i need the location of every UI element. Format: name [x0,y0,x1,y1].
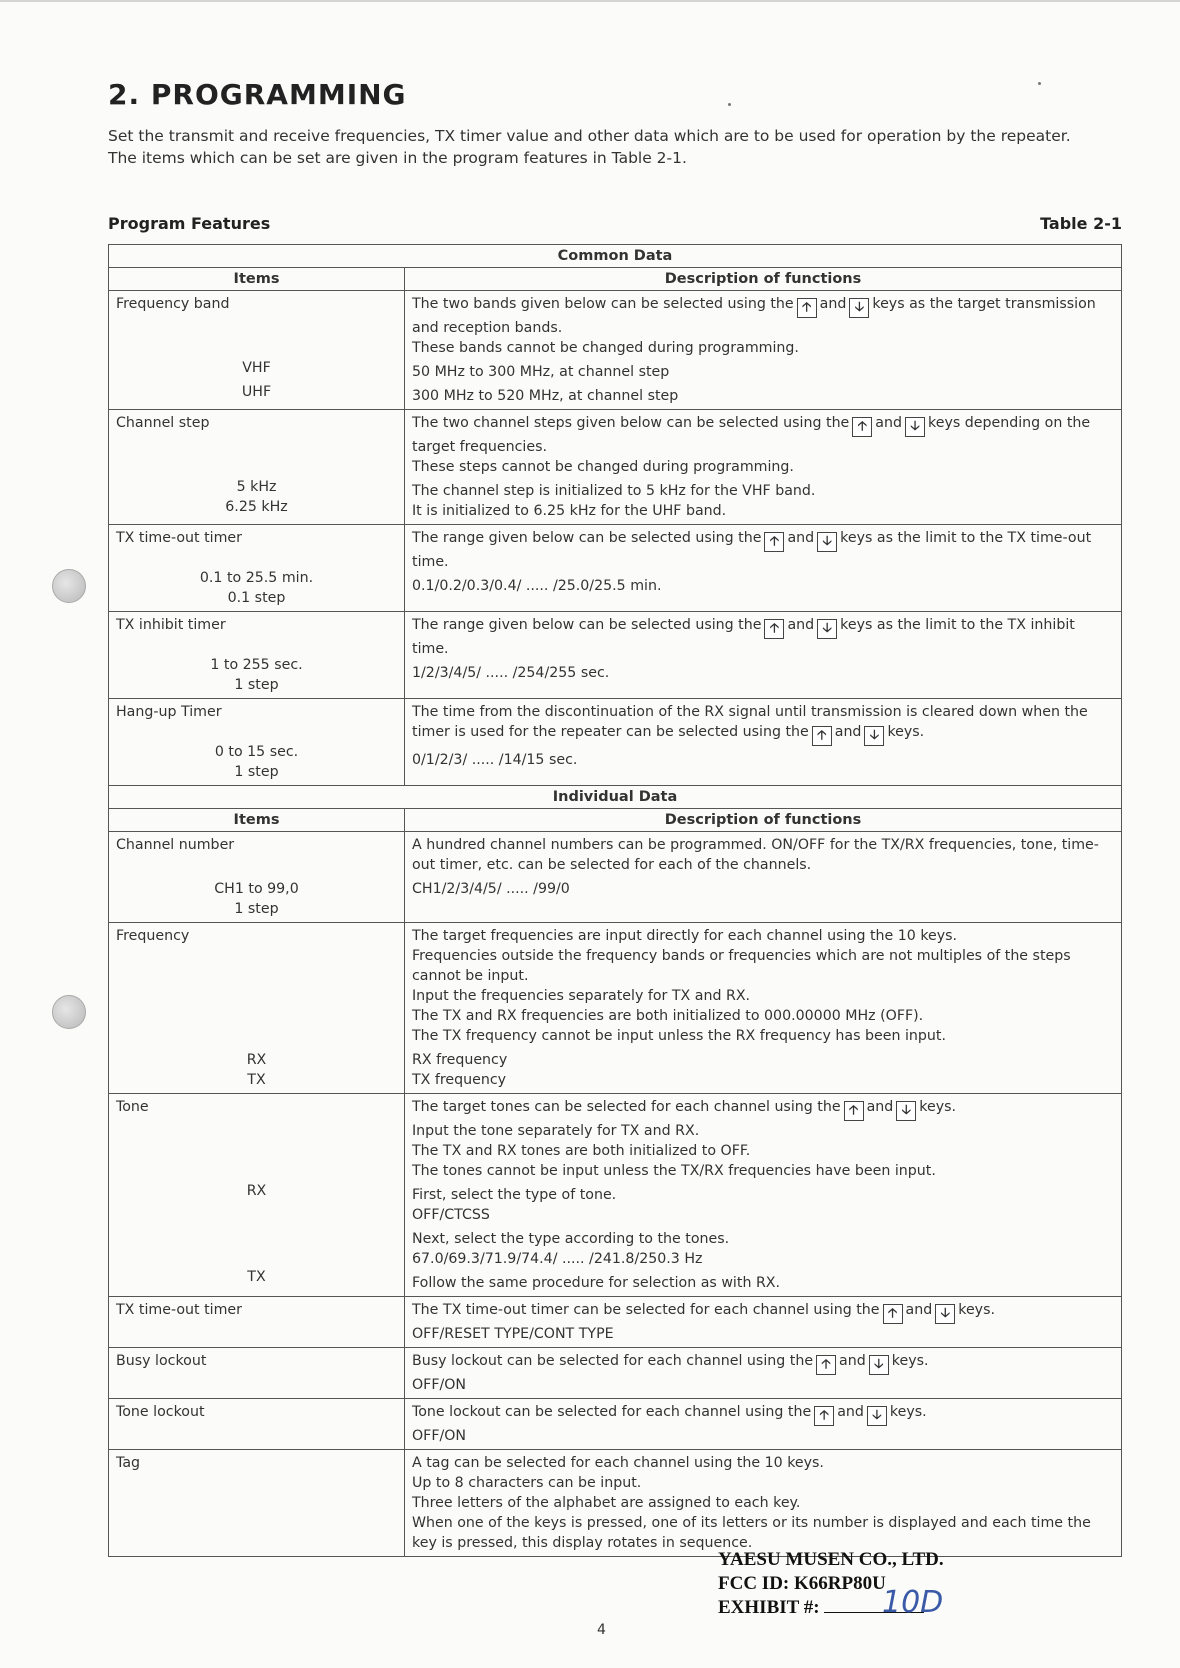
up-arrow-key-icon: 🡡 [812,726,832,746]
sub-value: Follow the same procedure for selection as with RX. [412,1275,781,1291]
desc-text: and [834,724,862,740]
desc-text: keys. [887,724,925,740]
sub-value: 67.0/69.3/71.9/74.4/ ..... /241.8/250.3 Hz [412,1251,703,1267]
desc-text: The TX and RX frequencies are both initialized to 000.00000 MHz (OFF). [412,1008,924,1024]
sub-value: 0.1/0.2/0.3/0.4/ ..... /25.0/25.5 min. [412,578,662,594]
sub-value: OFF/ON [412,1428,467,1444]
desc-text: Busy lockout can be selected for each channel using the [412,1353,814,1369]
table-row [109,1297,1122,1348]
individual-data-heading: Individual Data [109,786,1122,809]
table-row [109,923,1122,1094]
desc-text: The two bands given below can be selected using the [412,296,794,312]
desc-text: A tag can be selected for each channel using the 10 keys. [412,1455,824,1471]
up-arrow-key-icon: 🡡 [764,532,784,552]
desc-text: Up to 8 characters can be input. [412,1475,642,1491]
down-arrow-key-icon: 🡣 [849,298,869,318]
sub-label: TX [247,1072,266,1088]
desc-text: and [819,296,847,312]
desc-text: keys. [958,1302,995,1318]
exhibit-handwritten-value: 10D [882,1585,944,1620]
desc-text: and [787,530,815,546]
desc-text: The target tones can be selected for each channel using the [412,1099,841,1115]
sub-value: TX frequency [412,1072,507,1088]
table-row [109,291,1122,410]
desc-text: Input the tone separately for TX and RX. [412,1123,700,1139]
item-name: Channel number [116,837,235,853]
sub-label: 5 kHz [236,479,277,495]
table-row [109,1094,1122,1297]
table-caption: Program Features [108,214,271,233]
sub-label: CH1 to 99,0 [214,881,299,897]
up-arrow-key-icon: 🡡 [816,1355,836,1375]
fcc-id: FCC ID: K66RP80U [718,1573,886,1594]
desc-text: The two channel steps given below can be selected using the [412,415,850,431]
intro-text [108,125,1123,169]
sub-value: Next, select the type according to the tones. [412,1231,730,1247]
down-arrow-key-icon: 🡣 [935,1304,955,1324]
sub-label: UHF [241,384,272,400]
desc-text: Tone lockout can be selected for each channel using the [412,1404,812,1420]
sub-value: OFF/ON [412,1377,467,1393]
program-features-table [108,244,1121,1557]
sub-label: 1 to 255 sec. [210,657,303,673]
table-number: Table 2-1 [1040,214,1122,233]
scan-speck [728,103,731,106]
desc-text: The tones cannot be input unless the TX/RX frequencies have been input. [412,1163,936,1179]
intro-paragraph: The items which can be set are given in the program features in Table 2-1. [108,149,687,167]
down-arrow-key-icon: 🡣 [896,1101,916,1121]
desc-text: Three letters of the alphabet are assigned to each key. [412,1495,801,1511]
sub-value: 1/2/3/4/5/ ..... /254/255 sec. [412,665,610,681]
table-row [109,832,1122,923]
company-name: YAESU MUSEN CO., LTD. [718,1549,944,1570]
up-arrow-key-icon: 🡡 [814,1406,834,1426]
desc-text: and [866,1099,894,1115]
item-name: Hang-up Timer [116,704,222,720]
desc-text: keys as the limit to the TX time-out time. [412,530,1092,570]
table-row [109,699,1122,786]
exhibit-label: EXHIBIT #: [718,1597,820,1618]
sub-value: OFF/CTCSS [412,1207,490,1223]
col-desc-header: Description of functions [405,268,1122,291]
desc-text: and [839,1353,866,1369]
desc-text: The range given below can be selected using the [412,530,762,546]
sub-value: OFF/RESET TYPE/CONT TYPE [412,1326,614,1342]
scan-speck [1038,82,1041,85]
punch-hole [52,569,86,603]
sub-value: 300 MHz to 520 MHz, at channel step [412,388,679,404]
down-arrow-key-icon: 🡣 [905,417,925,437]
up-arrow-key-icon: 🡡 [883,1304,903,1324]
desc-text: and [905,1302,933,1318]
desc-text: A hundred channel numbers can be programmed. ON/OFF for the TX/RX frequencies, tone, time-out timer, etc. can be selected for each of the channels. [412,837,1099,873]
desc-text: keys as the limit to the TX inhibit time. [412,617,1075,657]
down-arrow-key-icon: 🡣 [817,619,837,639]
table-row [109,1348,1122,1399]
item-name: Tag [116,1455,141,1471]
col-desc-header: Description of functions [405,809,1122,832]
sub-value: 0/1/2/3/ ..... /14/15 sec. [412,752,578,768]
desc-text: keys. [919,1099,957,1115]
desc-text: The target frequencies are input directly for each channel using the 10 keys. [412,928,958,944]
desc-text: keys as the target transmission and reception bands. [412,296,1096,336]
desc-text: and [787,617,815,633]
desc-text: The TX time-out timer can be selected for each channel using the [412,1302,880,1318]
sub-value: The channel step is initialized to 5 kHz for the VHF band. [412,483,816,499]
intro-paragraph: Set the transmit and receive frequencies, TX timer value and other data which are to be used for operation by the repeater. [108,127,1071,145]
up-arrow-key-icon: 🡡 [844,1101,864,1121]
punch-hole [52,995,86,1029]
sub-label: 0.1 to 25.5 min. [199,570,314,586]
item-name: Frequency band [116,296,230,312]
sub-value: CH1/2/3/4/5/ ..... /99/0 [412,881,570,897]
sub-value: It is initialized to 6.25 kHz for the UHF band. [412,503,727,519]
sub-label: RX [246,1183,267,1199]
col-items-header: Items [109,268,405,291]
table-row [109,612,1122,699]
item-name: Channel step [116,415,210,431]
desc-text: These bands cannot be changed during programming. [412,340,799,356]
down-arrow-key-icon: 🡣 [869,1355,889,1375]
down-arrow-key-icon: 🡣 [817,532,837,552]
sub-label: 1 step [234,901,279,917]
item-name: Frequency [116,928,190,944]
up-arrow-key-icon: 🡡 [764,619,784,639]
desc-text: Input the frequencies separately for TX and RX. [412,988,751,1004]
sub-label: 0 to 15 sec. [214,744,299,760]
item-name: TX time-out timer [116,530,242,546]
item-name: Tone [116,1099,149,1115]
desc-text: The TX frequency cannot be input unless the RX frequency has been input. [412,1028,946,1044]
scan-edge [0,0,1180,2]
sub-label: RX [246,1052,267,1068]
desc-text: keys. [891,1353,929,1369]
table-row [109,410,1122,525]
desc-text: These steps cannot be changed during programming. [412,459,794,475]
sub-label: TX [247,1269,266,1285]
table-row [109,1399,1122,1450]
section-title: 2. PROGRAMMING [108,78,407,111]
table-row [109,1450,1122,1557]
desc-text: keys. [889,1404,927,1420]
col-items-header: Items [109,809,405,832]
up-arrow-key-icon: 🡡 [852,417,872,437]
sub-value: RX frequency [412,1052,508,1068]
sub-label: 6.25 kHz [225,499,288,515]
sub-label: VHF [242,360,271,376]
down-arrow-key-icon: 🡣 [864,726,884,746]
sub-value: 50 MHz to 300 MHz, at channel step [412,364,670,380]
desc-text: The TX and RX tones are both initialized to OFF. [412,1143,751,1159]
desc-text: The time from the discontinuation of the RX signal until transmission is cleared down when the timer is used for the repeater can be selected using the [412,704,1088,740]
item-name: TX inhibit timer [116,617,226,633]
item-name: Busy lockout [116,1353,207,1369]
desc-text: Frequencies outside the frequency bands or frequencies which are not multiples of the steps cannot be input. [412,948,1071,984]
item-name: Tone lockout [116,1404,205,1420]
sub-label: 1 step [234,677,279,693]
common-data-heading: Common Data [109,245,1122,268]
sub-label: 0.1 step [227,590,286,606]
desc-text: keys depending on the target frequencies. [412,415,1091,455]
table-row [109,525,1122,612]
desc-text: The range given below can be selected using the [412,617,762,633]
desc-text: When one of the keys is pressed, one of its letters or its number is displayed and each time the key is pressed, this display rotates in sequence. [412,1515,1091,1551]
up-arrow-key-icon: 🡡 [797,298,817,318]
desc-text: and [875,415,902,431]
sub-label: 1 step [234,764,279,780]
desc-text: and [837,1404,864,1420]
page-number: 4 [597,1622,606,1638]
item-name: TX time-out timer [116,1302,242,1318]
down-arrow-key-icon: 🡣 [867,1406,887,1426]
sub-value: First, select the type of tone. [412,1187,617,1203]
